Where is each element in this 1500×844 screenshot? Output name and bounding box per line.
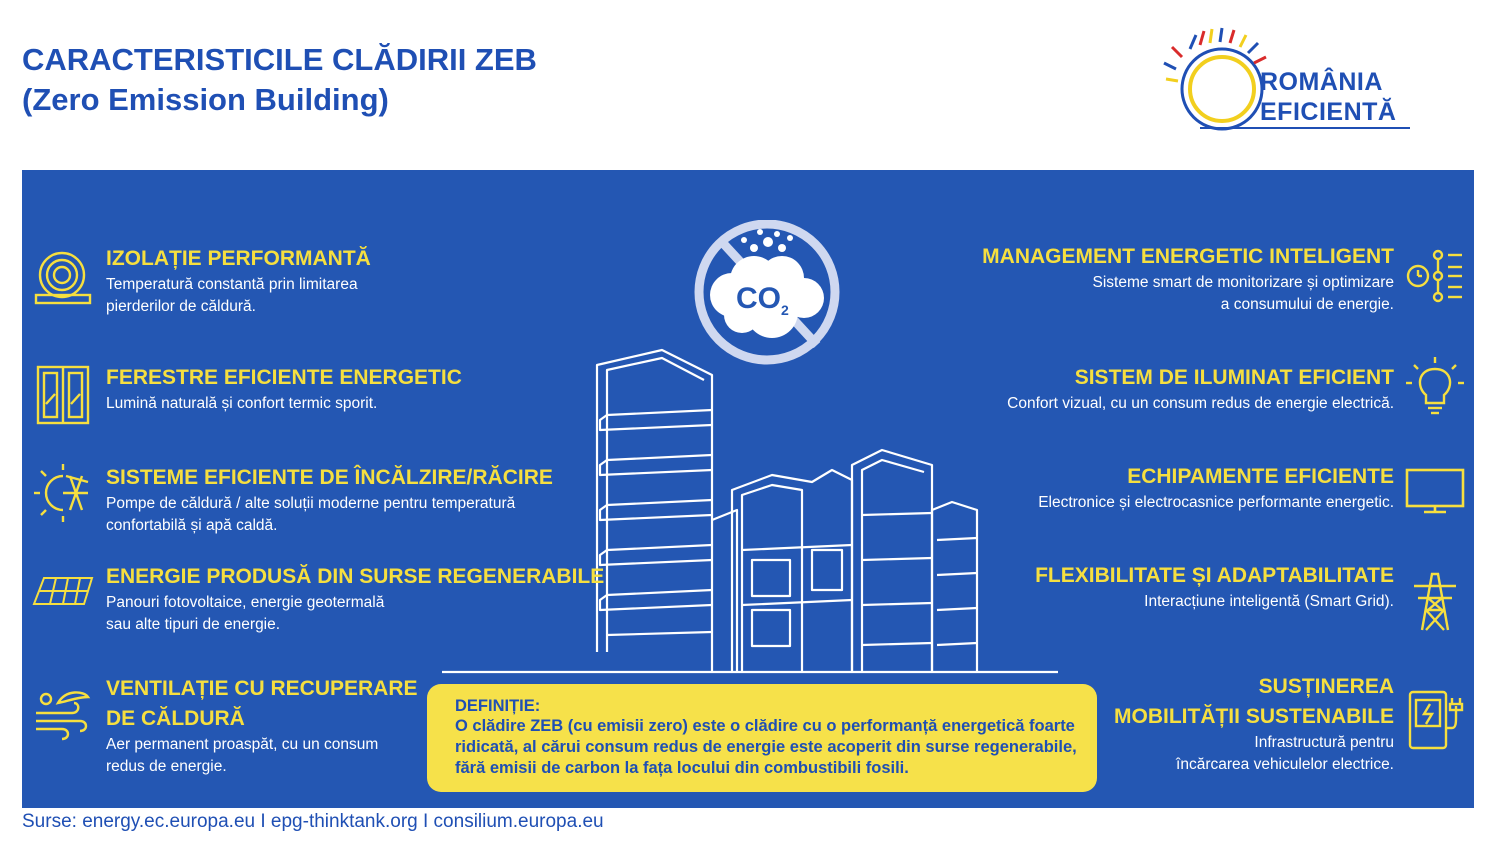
feature-title: VENTILAȚIE CU RECUPERARE DE CĂLDURĂ bbox=[106, 677, 418, 730]
solar-panel-icon bbox=[32, 562, 94, 624]
logo-line-1: ROMÂNIA bbox=[1260, 68, 1383, 96]
ventilation-icon bbox=[32, 685, 94, 747]
light-bulb-icon bbox=[1404, 355, 1466, 417]
feature-title: FLEXIBILITATE ȘI ADAPTABILITATE bbox=[1035, 564, 1394, 587]
feature-windows bbox=[106, 363, 462, 415]
feature-title: ENERGIE PRODUSĂ DIN SURSE REGENERABILE bbox=[106, 565, 605, 588]
definition-text: O clădire ZEB (cu emisii zero) este o clădire cu o performanță energetică foarte ridicată, al cărui consum redus de energie este acoperit din surse regenerabile, fără emisii de carbon la fața locului din combustibili fosili. bbox=[455, 717, 1077, 777]
smart-management-icon bbox=[1404, 245, 1466, 307]
sources-footer: Surse: energy.ec.europa.eu I epg-thinktank.org I consilium.europa.eu bbox=[22, 811, 604, 832]
feature-desc: Panouri fotovoltaice, energie geotermală sau alte tipuri de energie. bbox=[106, 594, 385, 633]
feature-equipment bbox=[1038, 462, 1394, 514]
feature-title: SUSȚINEREA MOBILITĂȚII SUSTENABILE bbox=[1114, 675, 1394, 728]
feature-insulation bbox=[106, 244, 371, 318]
feature-lighting bbox=[1007, 363, 1394, 415]
feature-heating-cooling bbox=[106, 463, 553, 537]
definition-box bbox=[427, 684, 1097, 792]
insulation-roll-icon bbox=[32, 245, 94, 307]
feature-desc: Infrastructură pentru încărcarea vehiculelor electrice. bbox=[1176, 734, 1394, 773]
feature-renewables bbox=[106, 562, 604, 636]
feature-desc: Lumină naturală și confort termic sporit. bbox=[106, 395, 378, 412]
feature-title: MANAGEMENT ENERGETIC INTELIGENT bbox=[982, 245, 1394, 268]
feature-energy-management bbox=[982, 242, 1394, 316]
power-pylon-icon bbox=[1404, 570, 1466, 632]
monitor-icon bbox=[1404, 460, 1466, 522]
feature-title: SISTEME EFICIENTE DE ÎNCĂLZIRE/RĂCIRE bbox=[106, 466, 553, 489]
feature-desc: Sisteme smart de monitorizare și optimizare a consumului de energie. bbox=[1092, 274, 1394, 313]
feature-desc: Electronice și electrocasnice performante energetic. bbox=[1038, 494, 1394, 511]
heating-cooling-icon bbox=[32, 462, 94, 524]
title-line-2: (Zero Emission Building) bbox=[22, 82, 389, 117]
feature-desc: Aer permanent proaspăt, cu un consum redus de energie. bbox=[106, 736, 379, 775]
romania-eficienta-logo bbox=[1160, 22, 1420, 142]
feature-desc: Pompe de căldură / alte soluții moderne pentru temperatură confortabilă și apă caldă. bbox=[106, 495, 516, 534]
co2-subscript: 2 bbox=[781, 302, 789, 318]
feature-mobility bbox=[1114, 672, 1394, 776]
definition-label: DEFINIȚIE: bbox=[455, 697, 541, 715]
features-panel bbox=[22, 170, 1474, 808]
feature-title: ECHIPAMENTE EFICIENTE bbox=[1127, 465, 1394, 488]
logo-underline bbox=[1200, 127, 1410, 129]
feature-ventilation bbox=[106, 674, 418, 778]
window-icon bbox=[32, 364, 94, 426]
feature-desc: Interacțiune inteligentă (Smart Grid). bbox=[1144, 593, 1394, 610]
ev-charger-icon bbox=[1404, 688, 1466, 750]
feature-desc: Temperatură constantă prin limitarea pierderilor de căldură. bbox=[106, 276, 358, 315]
logo-emblem-icon bbox=[1160, 27, 1270, 137]
title-line-1: CARACTERISTICILE CLĂDIRII ZEB bbox=[22, 42, 537, 77]
feature-desc: Confort vizual, cu un consum redus de energie electrică. bbox=[1007, 395, 1394, 412]
feature-title: FERESTRE EFICIENTE ENERGETIC bbox=[106, 366, 462, 389]
feature-flexibility bbox=[1035, 561, 1394, 613]
co2-label: $CO_2$ bbox=[736, 282, 789, 318]
logo-line-2: EFICIENTĂ bbox=[1260, 98, 1397, 126]
page-title bbox=[22, 40, 537, 120]
feature-title: SISTEM DE ILUMINAT EFICIENT bbox=[1074, 366, 1394, 389]
feature-title: IZOLAȚIE PERFORMANTĂ bbox=[106, 247, 371, 270]
